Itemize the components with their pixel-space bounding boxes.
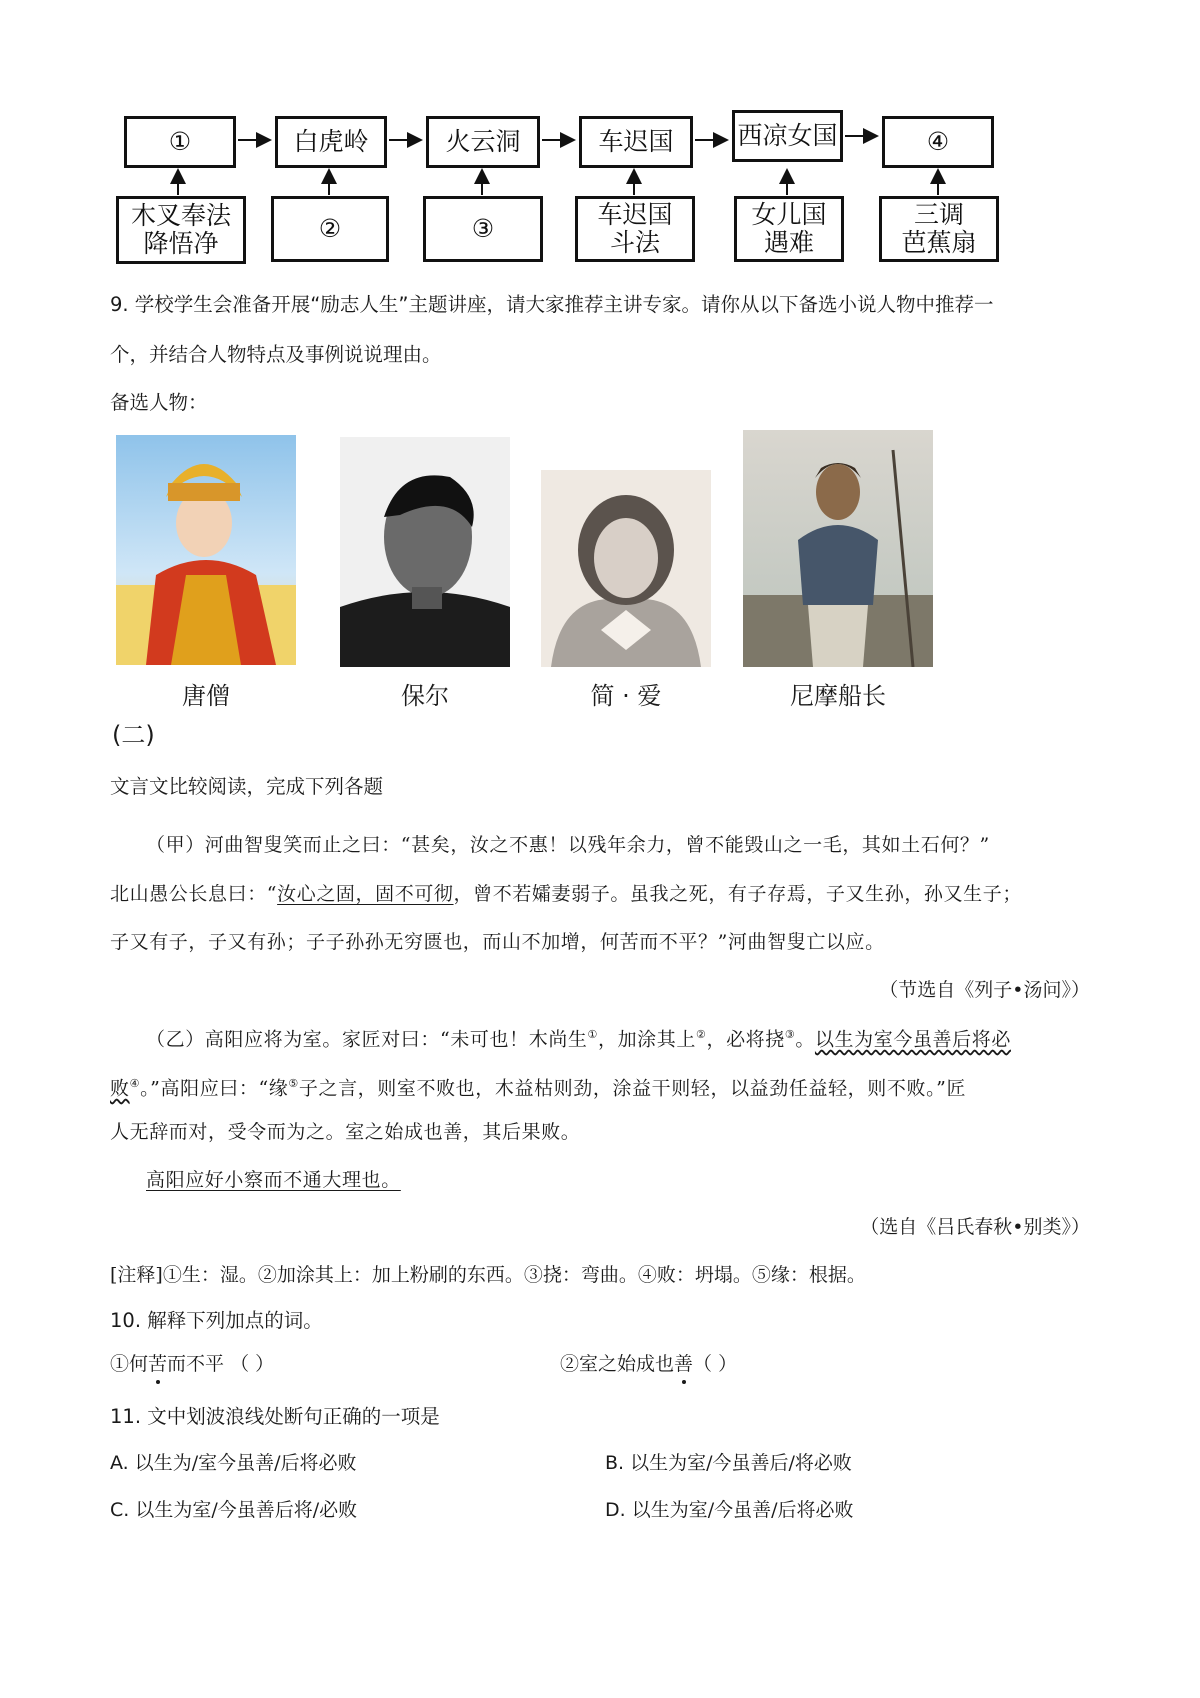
flow-box-bottom-2 <box>271 196 389 262</box>
yi-source: （选自《吕氏春秋•别类》） <box>860 1216 1090 1238</box>
q9-line-2: 个，并结合人物特点及事例说说理由。 <box>110 343 442 366</box>
person-portrait-icon <box>541 470 711 667</box>
dotted-word: 善 <box>674 1353 694 1375</box>
yi-wavy-text: 败 <box>110 1077 130 1100</box>
q11-title: 11. 文中划波浪线处断句正确的一项是 <box>110 1405 440 1428</box>
q10-title: 10. 解释下列加点的词。 <box>110 1309 323 1332</box>
caption-paul: 保尔 <box>401 682 449 710</box>
yi-underlined-text: 高阳应好小察而不通大理也。 <box>146 1169 401 1191</box>
caption-jane: 简 · 爱 <box>590 682 662 710</box>
yi-text: 。 <box>795 1028 815 1051</box>
flow-box-line: 女儿国 <box>751 200 827 229</box>
yi-text: ，必将挠 <box>706 1028 785 1051</box>
flow-box-top-3: 火云洞 <box>426 116 540 168</box>
flow-box-bottom-6 <box>879 196 999 262</box>
flow-box-top-4: 车迟国 <box>579 116 693 168</box>
person-portrait-icon <box>340 437 510 667</box>
jia-line-1: （甲）河曲智叟笑而止之曰：“甚矣，汝之不惠！以残年余力，曾不能毁山之一毛，其如土石何？” <box>146 834 990 856</box>
option-text: 以生为室/今虽善/后将必败 <box>631 1499 854 1521</box>
flow-box-line: ② <box>318 214 342 243</box>
section-intro: 文言文比较阅读，完成下列各题 <box>110 775 384 798</box>
flow-box-line: 三调 <box>913 200 964 229</box>
yi-line-4 <box>146 1167 401 1193</box>
flow-box-bottom-4 <box>575 196 695 262</box>
note-ref: ④ <box>129 1077 141 1090</box>
q10-text: （ ） <box>693 1353 738 1375</box>
q10-item-1 <box>110 1351 274 1377</box>
option-label: B. <box>605 1452 625 1474</box>
flow-box-top-6: ④ <box>882 116 994 168</box>
yi-line-1 <box>146 1022 1011 1052</box>
flow-box-line: 斗法 <box>609 228 660 257</box>
flow-box-bottom-1 <box>116 196 246 264</box>
flow-box-top-2: 白虎岭 <box>275 116 387 168</box>
notes: [注释]①生：湿。②加涂其上：加上粉刷的东西。③挠：弯曲。④败：坍塌。⑤缘：根据。 <box>110 1264 866 1286</box>
q11-option-a[interactable] <box>110 1450 357 1476</box>
yi-text: 子之言，则室不败也，木益枯则劲，涂益干则轻，以益劲任益轻，则不败。”匠 <box>298 1077 967 1100</box>
person-portrait-icon <box>743 430 933 667</box>
yi-text: （乙）高阳应将为室。家匠对曰：“未可也！木尚生 <box>146 1028 588 1051</box>
option-text: 以生为室/今虽善后/将必败 <box>630 1452 852 1474</box>
option-label: D. <box>605 1499 626 1521</box>
q9-line-1: 9. 学校学生会准备开展“励志人生”主题讲座，请大家推荐主讲专家。请你从以下备选小说人物中推荐一 <box>110 293 994 316</box>
q10-text: 而不平 （ ） <box>167 1353 275 1375</box>
note-ref: ⑤ <box>288 1077 299 1090</box>
q9-candidates-label: 备选人物： <box>110 391 208 414</box>
yi-line-2 <box>110 1071 966 1101</box>
person-portrait-icon <box>116 435 296 665</box>
photo-jane <box>541 470 711 667</box>
photo-nemo <box>743 430 933 667</box>
jia-source: （节选自《列子•汤问》） <box>879 979 1090 1001</box>
jia-underlined-text: 汝心之固，固不可彻 <box>277 883 454 905</box>
option-label: A. <box>110 1452 129 1474</box>
jia-text: 北山愚公长息曰：“ <box>110 883 278 905</box>
flow-box-top-1: ① <box>124 116 236 168</box>
q10-text: ①何 <box>110 1353 149 1375</box>
flow-box-line: 芭蕉扇 <box>901 228 977 257</box>
flow-box-top-5: 西凉女国 <box>732 110 843 162</box>
flow-box-line: 遇难 <box>763 228 814 257</box>
flow-box-bottom-5 <box>734 196 844 262</box>
note-ref: ③ <box>784 1028 796 1041</box>
jia-line-3: 子又有子，子又有孙；子子孙孙无穷匮也，而山不加增，何苦而不平？”河曲智叟亡以应。 <box>110 931 885 953</box>
yi-text: ，加涂其上 <box>597 1028 696 1051</box>
yi-line-3: 人无辞而对，受令而为之。室之始成也善，其后果败。 <box>110 1121 581 1143</box>
photo-tangseng <box>116 435 296 665</box>
option-text: 以生为室/今虽善后将/必败 <box>135 1499 358 1521</box>
photo-paul <box>340 437 510 667</box>
option-label: C. <box>110 1499 130 1521</box>
jia-line-2 <box>110 881 1022 907</box>
dotted-word: 苦 <box>148 1353 168 1375</box>
flow-box-line: 降悟净 <box>143 229 219 258</box>
caption-nemo: 尼摩船长 <box>790 682 886 710</box>
yi-text: 。”高阳应曰：“缘 <box>140 1077 289 1100</box>
q10-item-2 <box>560 1351 737 1377</box>
yi-wavy-text: 以生为室今虽善后将必 <box>814 1028 1011 1051</box>
flow-box-line: ③ <box>471 214 495 243</box>
note-ref: ② <box>696 1028 707 1041</box>
q11-option-c[interactable] <box>110 1497 357 1523</box>
q11-option-d[interactable] <box>605 1497 854 1523</box>
caption-tangseng: 唐僧 <box>182 682 230 710</box>
q11-option-b[interactable] <box>605 1450 852 1476</box>
jia-text: ，曾不若孀妻弱子。虽我之死，有子存焉，子又生孙，孙又生子； <box>453 883 1022 905</box>
flow-box-line: 车迟国 <box>597 200 673 229</box>
flow-box-bottom-3 <box>423 196 543 262</box>
q10-text: ②室之始成也 <box>560 1353 675 1375</box>
flow-box-line: 木叉奉法 <box>130 201 231 230</box>
option-text: 以生为/室今虽善/后将必败 <box>134 1452 357 1474</box>
note-ref: ① <box>587 1028 598 1041</box>
section-heading: (二) <box>112 721 155 749</box>
